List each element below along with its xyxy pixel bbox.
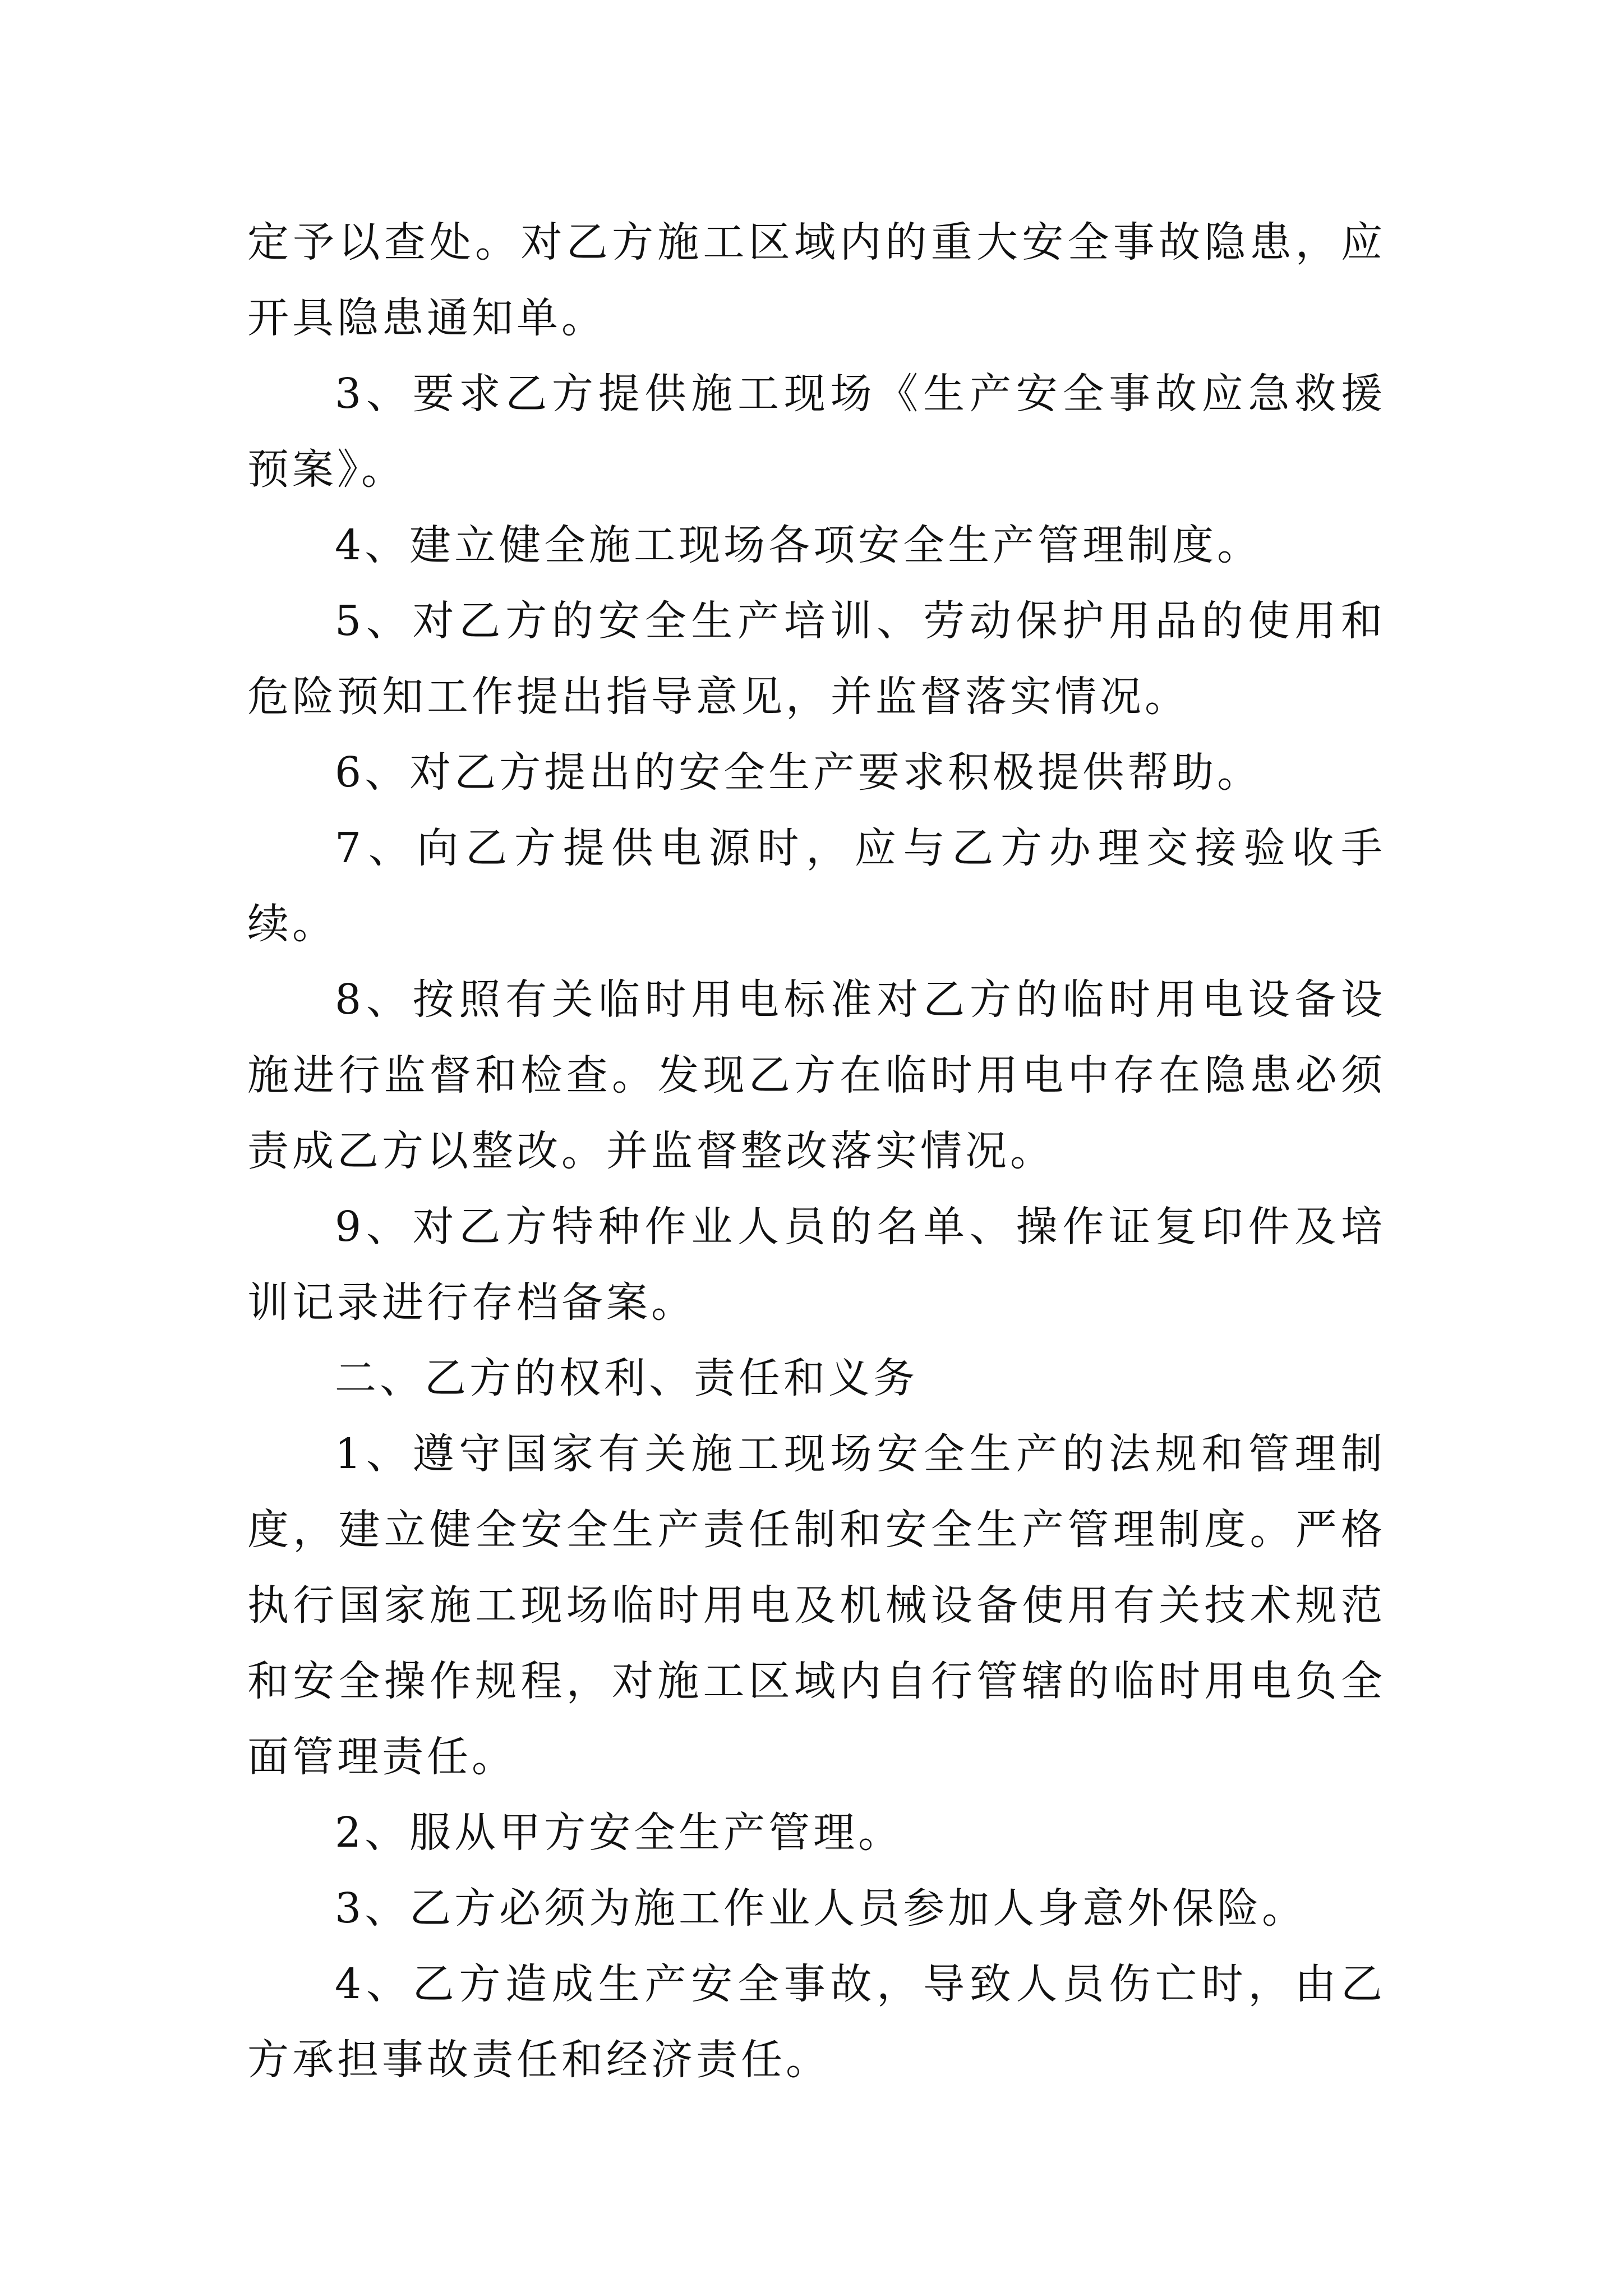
paragraph-b-item-1-compliance: 1、遵守国家有关施工现场安全生产的法规和管理制度，建立健全安全生产责任制和安全生产管理制度。严格执行国家施工现场临时用电及机械设备使用有关技术规范和安全操作规程，对施工区域内自行管辖的临时用电负全面管理责任。 [247, 1430, 1386, 1781]
paragraph-item-8-temporary-power: 8、按照有关临时用电标准对乙方的临时用电设备设施进行监督和检查。发现乙方在临时用电中存在隐患必须责成乙方以整改。并监督整改落实情况。 [247, 976, 1386, 1175]
paragraph-item-9-records: 9、对乙方特种作业人员的名单、操作证复印件及培训记录进行存档备案。 [247, 1203, 1386, 1327]
paragraph-continuation: 定予以查处。对乙方施工区域内的重大安全事故隐患，应开具隐患通知单。 [247, 218, 1386, 342]
paragraph-item-6-assistance: 6、对乙方提出的安全生产要求积极提供帮助。 [335, 748, 1262, 797]
paragraph-item-4-management-system: 4、建立健全施工现场各项安全生产管理制度。 [335, 521, 1262, 569]
section-heading-party-b: 二、乙方的权利、责任和义务 [335, 1354, 918, 1402]
paragraph-b-item-3-insurance: 3、乙方必须为施工作业人员参加人身意外保险。 [335, 1884, 1307, 1932]
paragraph-item-7-power-supply: 7、向乙方提供电源时，应与乙方办理交接验收手续。 [247, 824, 1386, 948]
document-body [247, 205, 1386, 2098]
paragraph-item-5-training: 5、对乙方的安全生产培训、劳动保护用品的使用和危险预知工作提出指导意见，并监督落实情况。 [247, 597, 1386, 721]
paragraph-item-3-emergency-plan: 3、要求乙方提供施工现场《生产安全事故应急救援预案》。 [247, 370, 1386, 494]
paragraph-b-item-2-obey: 2、服从甲方安全生产管理。 [335, 1809, 903, 1857]
paragraph-b-item-4-liability: 4、乙方造成生产安全事故，导致人员伤亡时，由乙方承担事故责任和经济责任。 [247, 1960, 1386, 2084]
